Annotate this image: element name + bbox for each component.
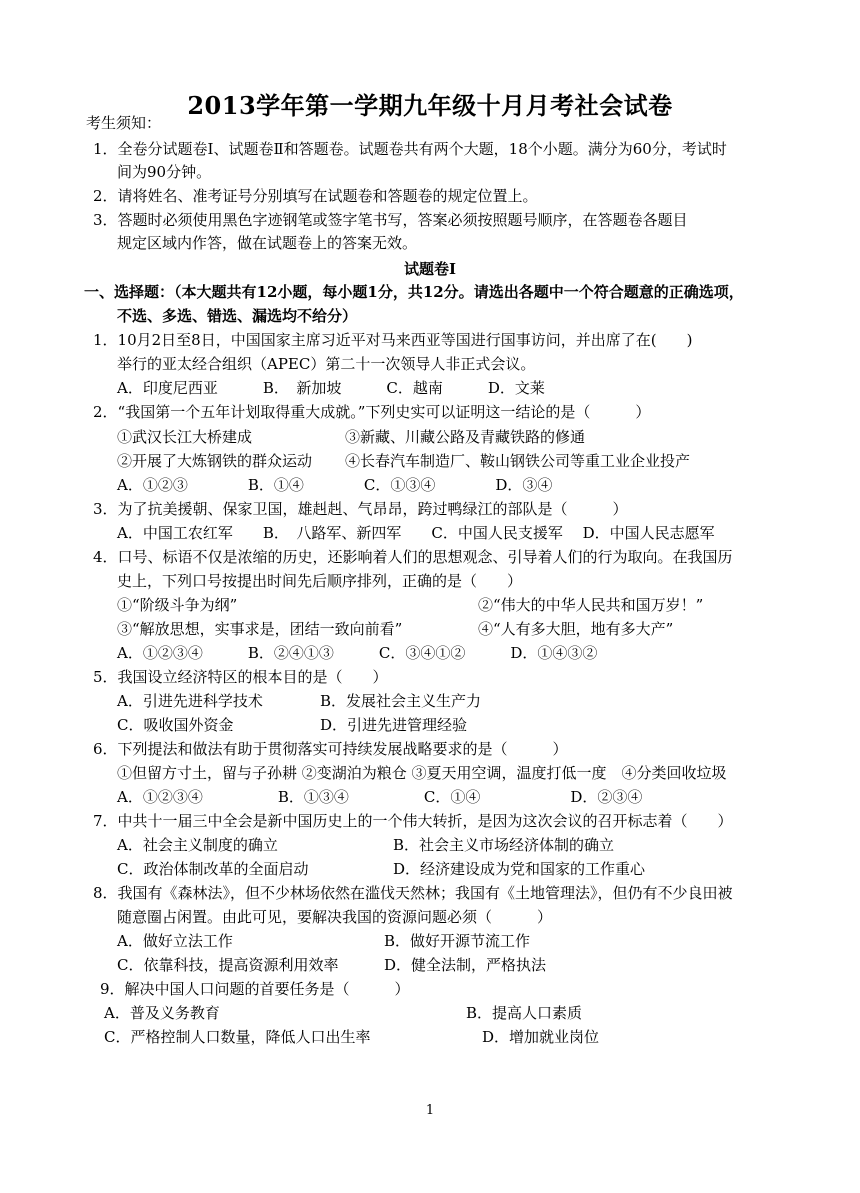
question-option: D．引进先进管理经验 [320, 716, 468, 734]
question-option: B．做好开源节流工作 [384, 932, 531, 950]
question-option: D．增加就业岗位 [482, 1028, 600, 1046]
question-options: A．①②③④ B．①③④ C．①④ D．②③④ [117, 788, 643, 806]
question-stem: 6．下列提法和做法有助于贯彻落实可持续发展战略要求的是（ ） [93, 740, 568, 758]
notice-item: 3．答题时必须使用黑色字迹钢笔或签字笔书写，答案必须按照题号顺序，在答题卷各题目 [93, 211, 688, 229]
question-stem: 7．中共十一届三中全会是新中国历史上的一个伟大转折，是因为这次会议的召开标志着（ ） [93, 812, 733, 830]
question-stem: 举行的亚太经合组织（APEC）第二十一次领导人非正式会议。 [117, 355, 536, 373]
question-stem: 随意圈占闲置。由此可见，要解决我国的资源问题必须（ ） [117, 908, 553, 926]
question-options: A．中国工农红军 B． 八路军、新四军 C．中国人民支援军 D．中国人民志愿军 [117, 524, 715, 542]
question-options: A．印度尼西亚 B． 新加坡 C．越南 D．文莱 [117, 379, 545, 397]
question-option: A．做好立法工作 [117, 932, 233, 950]
question-statement: ③新藏、川藏公路及青藏铁路的修通 [345, 428, 586, 446]
question-statement: ④“人有多大胆，地有多大产” [478, 620, 674, 638]
notice-item: 1．全卷分试题卷Ⅰ、试题卷Ⅱ和答题卷。试题卷共有两个大题，18个小题。满分为60分，考试时 [93, 140, 727, 158]
question-option: B．社会主义市场经济体制的确立 [393, 836, 615, 854]
question-stem: 9．解决中国人口问题的首要任务是（ ） [100, 980, 410, 998]
notice-item: 规定区域内作答，做在试题卷上的答案无效。 [117, 234, 418, 252]
question-statement: ①武汉长江大桥建成 [117, 428, 253, 446]
question-option: B．发展社会主义生产力 [320, 692, 482, 710]
question-option: A．社会主义制度的确立 [117, 836, 278, 854]
question-option: C．依靠科技，提高资源利用效率 [117, 956, 339, 974]
question-statement: ①但留方寸土，留与子孙耕 ②变湖泊为粮仓 ③夏天用空调，温度打低一度 ④分类回收垃圾 [117, 764, 727, 782]
question-options: A．①②③④ B．②④①③ C．③④①② D．①④③② [117, 644, 598, 662]
question-statement: ④长春汽车制造厂、鞍山钢铁公司等重工业企业投产 [345, 452, 691, 470]
question-option: A．普及义务教育 [104, 1004, 220, 1022]
question-option: D．经济建设成为党和国家的工作重心 [393, 860, 646, 878]
page-number: 1 [425, 1103, 435, 1118]
question-stem: 8．我国有《森林法》，但不少林场依然在滥伐天然林；我国有《土地管理法》，但仍有不少良田被 [93, 884, 733, 902]
part-heading: 不选、多选、错选、漏选均不给分） [117, 307, 358, 325]
question-option: D．健全法制，严格执法 [384, 956, 547, 974]
part-heading: 一、选择题：（本大题共有12小题，每小题1分，共12分。请选出各题中一个符合题意的正确选项， [84, 283, 744, 301]
question-stem: 2．“我国第一个五年计划取得重大成就。”下列史实可以证明这一结论的是（ ） [93, 403, 651, 421]
question-options: A．①②③ B．①④ C．①③④ D．③④ [117, 476, 553, 494]
question-statement: ②开展了大炼钢铁的群众运动 [117, 452, 313, 470]
question-option: C．严格控制人口数量，降低人口出生率 [104, 1028, 371, 1046]
question-option: B．提高人口素质 [466, 1004, 583, 1022]
question-stem: 4．口号、标语不仅是浓缩的历史，还影响着人们的思想观念、引导着人们的行为取向。在我国历 [93, 548, 733, 566]
notice-heading: 考生须知： [86, 114, 162, 132]
question-option: C．吸收国外资金 [117, 716, 234, 734]
question-option: C．政治体制改革的全面启动 [117, 860, 309, 878]
question-stem: 1．10月2日至8日，中国国家主席习近平对马来西亚等国进行国事访问，并出席了在( ) [93, 331, 693, 349]
question-statement: ②“伟大的中华人民共和国万岁！” [478, 596, 704, 614]
question-stem: 5．我国设立经济特区的根本目的是（ ） [93, 668, 388, 686]
question-statement: ①“阶级斗争为纲” [117, 596, 238, 614]
notice-item: 间为90分钟。 [117, 163, 212, 181]
question-stem: 史上，下列口号按提出时间先后顺序排列，正确的是（ ） [117, 572, 523, 590]
exam-title: 2013学年第一学期九年级十月月考社会试卷 [187, 91, 673, 120]
question-stem: 3．为了抗美援朝、保家卫国，雄赳赳、气昂昂，跨过鸭绿江的部队是（ ） [93, 500, 628, 518]
notice-item: 2．请将姓名、准考证号分别填写在试题卷和答题卷的规定位置上。 [93, 187, 538, 205]
section-title: 试题卷Ⅰ [403, 260, 457, 278]
question-statement: ③“解放思想，实事求是，团结一致向前看” [117, 620, 403, 638]
question-option: A．引进先进科学技术 [117, 692, 263, 710]
